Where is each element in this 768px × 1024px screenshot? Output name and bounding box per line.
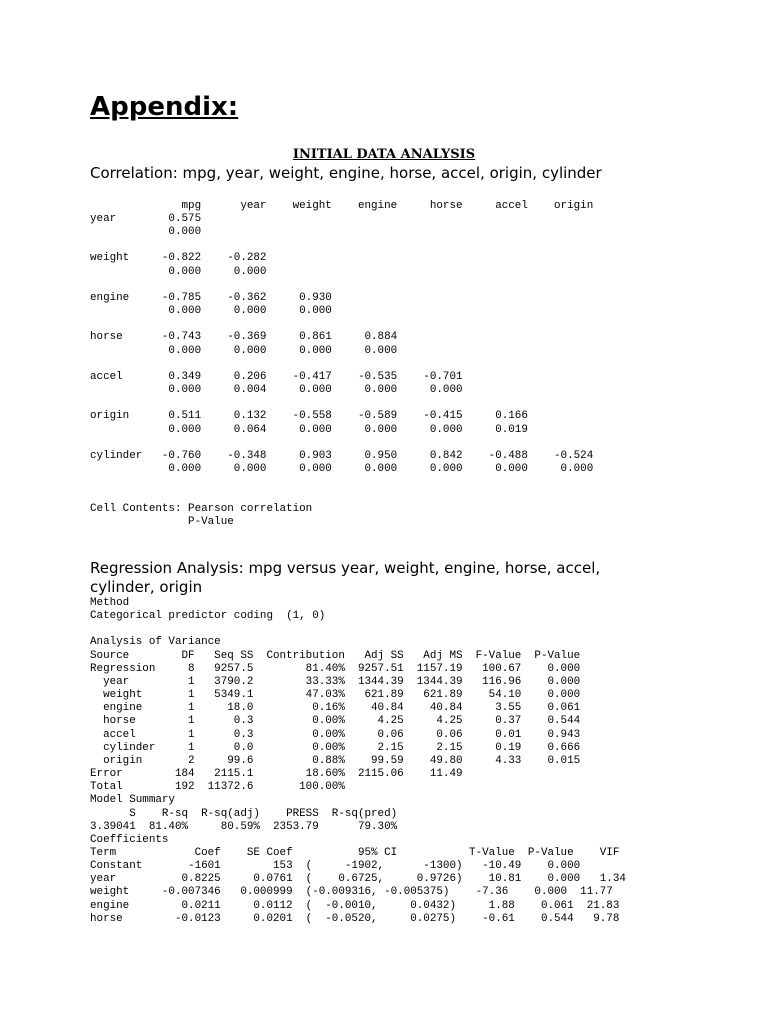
correlation-row: 0.000 0.004 0.000 0.000 0.000 (90, 384, 463, 397)
correlation-row (90, 279, 593, 292)
correlation-table (90, 213, 593, 476)
correlation-row (90, 397, 593, 410)
regression-line: Categorical predictor coding (1, 0) (90, 610, 326, 623)
correlation-row: 0.000 0.000 0.000 0.000 0.000 0.000 0.000 (90, 462, 594, 475)
correlation-row: 0.000 0.064 0.000 0.000 0.000 0.019 (90, 423, 528, 436)
correlation-row: origin 0.511 0.132 -0.558 -0.589 -0.415 0.166 (90, 410, 528, 423)
regression-line: year 1 3790.2 33.33% 1344.39 1344.39 116.96 0.000 (90, 675, 581, 688)
correlation-row (90, 239, 593, 252)
regression-line: cylinder 1 0.0 0.00% 2.15 2.15 0.19 0.666 (90, 741, 581, 754)
correlation-row: year 0.575 (90, 213, 202, 225)
cell-contents-line-1: Cell Contents: Pearson correlation (90, 503, 313, 515)
regression-line: Coefficients (90, 833, 169, 846)
correlation-row: 0.000 0.000 0.000 0.000 (90, 344, 398, 357)
regression-line: Constant -1601 153 ( -1902, -1300) -10.49 0.000 (90, 860, 581, 873)
section-heading: INITIAL DATA ANALYSIS (292, 147, 476, 162)
correlation-header-row: mpg year weight engine horse accel origin (90, 200, 594, 212)
correlation-row: cylinder -0.760 -0.348 0.903 0.950 0.842 -0.488 -0.524 (90, 449, 594, 462)
regression-line: horse -0.0123 0.0201 ( -0.0520, 0.0275) -0.61 0.544 9.78 (90, 912, 620, 925)
correlation-row (90, 318, 593, 331)
appendix-title: Appendix: (90, 92, 239, 122)
regression-line: weight 1 5349.1 47.03% 621.89 621.89 54.10 0.000 (90, 689, 581, 702)
regression-line: weight -0.007346 0.000999 (-0.009316, -0.005375) -7.36 0.000 11.77 (90, 886, 613, 899)
regression-line: engine 1 18.0 0.16% 40.84 40.84 3.55 0.061 (90, 702, 581, 715)
regression-line: Total 192 11372.6 100.00% (90, 781, 345, 794)
regression-line: Term Coef SE Coef 95% CI T-Value P-Value VIF (90, 846, 620, 859)
correlation-row: 0.000 0.000 0.000 (90, 305, 332, 318)
regression-output (90, 597, 626, 926)
regression-line: Error 184 2115.1 18.60% 2115.06 11.49 (90, 768, 463, 781)
correlation-row: engine -0.785 -0.362 0.930 (90, 291, 332, 304)
regression-line: 3.39041 81.40% 80.59% 2353.79 79.30% (90, 820, 398, 833)
regression-line: engine 0.0211 0.0112 ( -0.0010, 0.0432) 1.88 0.061 21.83 (90, 899, 620, 912)
correlation-row (90, 437, 593, 450)
correlation-row (90, 358, 593, 371)
correlation-row: accel 0.349 0.206 -0.417 -0.535 -0.701 (90, 370, 463, 383)
regression-line: Analysis of Variance (90, 636, 221, 649)
regression-line: horse 1 0.3 0.00% 4.25 4.25 0.37 0.544 (90, 715, 581, 728)
correlation-row: 0.000 (90, 226, 202, 239)
correlation-row: 0.000 0.000 (90, 265, 267, 278)
regression-line: S R-sq R-sq(adj) PRESS R-sq(pred) (90, 807, 398, 820)
regression-line: Method (90, 597, 130, 609)
correlation-row: horse -0.743 -0.369 0.861 0.884 (90, 331, 398, 344)
regression-line: Model Summary (90, 794, 175, 807)
regression-title-line-1: Regression Analysis: mpg versus year, weight, engine, horse, accel, (90, 559, 601, 577)
correlation-title: Correlation: mpg, year, weight, engine, horse, accel, origin, cylinder (90, 164, 602, 182)
correlation-row: weight -0.822 -0.282 (90, 252, 267, 265)
regression-title-line-2: cylinder, origin (90, 578, 203, 596)
regression-line: Source DF Seq SS Contribution Adj SS Adj MS F-Value P-Value (90, 649, 581, 662)
regression-line: year 0.8225 0.0761 ( 0.6725, 0.9726) 10.81 0.000 1.34 (90, 873, 626, 886)
regression-line: Regression 8 9257.5 81.40% 9257.51 1157.19 100.67 0.000 (90, 662, 581, 675)
regression-line: origin 2 99.6 0.88% 99.59 49.80 4.33 0.015 (90, 754, 581, 767)
regression-line (90, 623, 626, 636)
cell-contents-line-2: P-Value (90, 516, 234, 528)
regression-line: accel 1 0.3 0.00% 0.06 0.06 0.01 0.943 (90, 728, 581, 741)
